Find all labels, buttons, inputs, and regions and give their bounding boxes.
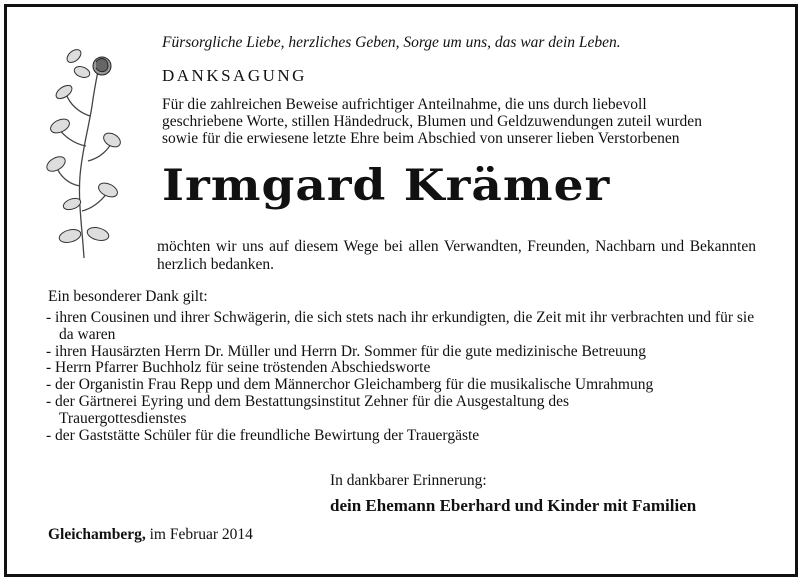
list-item: - der Organistin Frau Repp und dem Männerchor Gleichamberg für die musikalische Umrahmung	[46, 377, 766, 394]
deceased-name-text: Irmgard Krämer	[162, 160, 611, 211]
intro-line: Für die zahlreichen Beweise aufrichtiger Anteilnahme, die uns durch liebevoll	[162, 96, 647, 113]
memory-line: In dankbarer Erinnerung:	[330, 472, 487, 489]
special-thanks-list	[46, 310, 766, 444]
list-item: - der Gärtnerei Eyring und dem Bestattungsinstitut Zehner für die Ausgestaltung des Trauergottesdienstes	[46, 394, 634, 428]
motto: Fürsorgliche Liebe, herzliches Geben, Sorge um uns, das war dein Leben.	[162, 34, 621, 51]
list-item: - ihren Cousinen und ihrer Schwägerin, die sich stets nach ihr erkundigten, die Zeit mit ihr verbrachten und für sie da waren	[46, 310, 766, 344]
place-date	[48, 526, 253, 544]
list-item: - ihren Hausärzten Herrn Dr. Müller und Herrn Dr. Sommer für die gute medizinische Betreuung	[46, 344, 766, 361]
date: im Februar 2014	[149, 526, 253, 543]
place: Gleichamberg,	[48, 526, 146, 543]
deceased-name	[162, 158, 610, 213]
thanks-paragraph: möchten wir uns auf diesem Wege bei allen Verwandten, Freunden, Nachbarn und Bekannten herzlich bedanken.	[157, 238, 756, 273]
intro-line: geschriebene Worte, stillen Händedruck, Blumen und Geldzuwendungen zuteil wurden	[162, 113, 702, 130]
intro-paragraph	[162, 96, 756, 147]
rose-illustration	[38, 36, 126, 261]
list-item: - der Gaststätte Schüler für die freundliche Bewirtung der Trauergäste	[46, 428, 766, 445]
special-thanks-heading: Ein besonderer Dank gilt:	[48, 288, 208, 305]
signature: dein Ehemann Eberhard und Kinder mit Familien	[330, 496, 697, 515]
intro-line: sowie für die erwiesene letzte Ehre beim Abschied von unserer lieben Verstorbenen	[162, 130, 680, 147]
notice-heading: DANKSAGUNG	[162, 66, 307, 85]
list-item: - Herrn Pfarrer Buchholz für seine tröstenden Abschiedsworte	[46, 360, 766, 377]
